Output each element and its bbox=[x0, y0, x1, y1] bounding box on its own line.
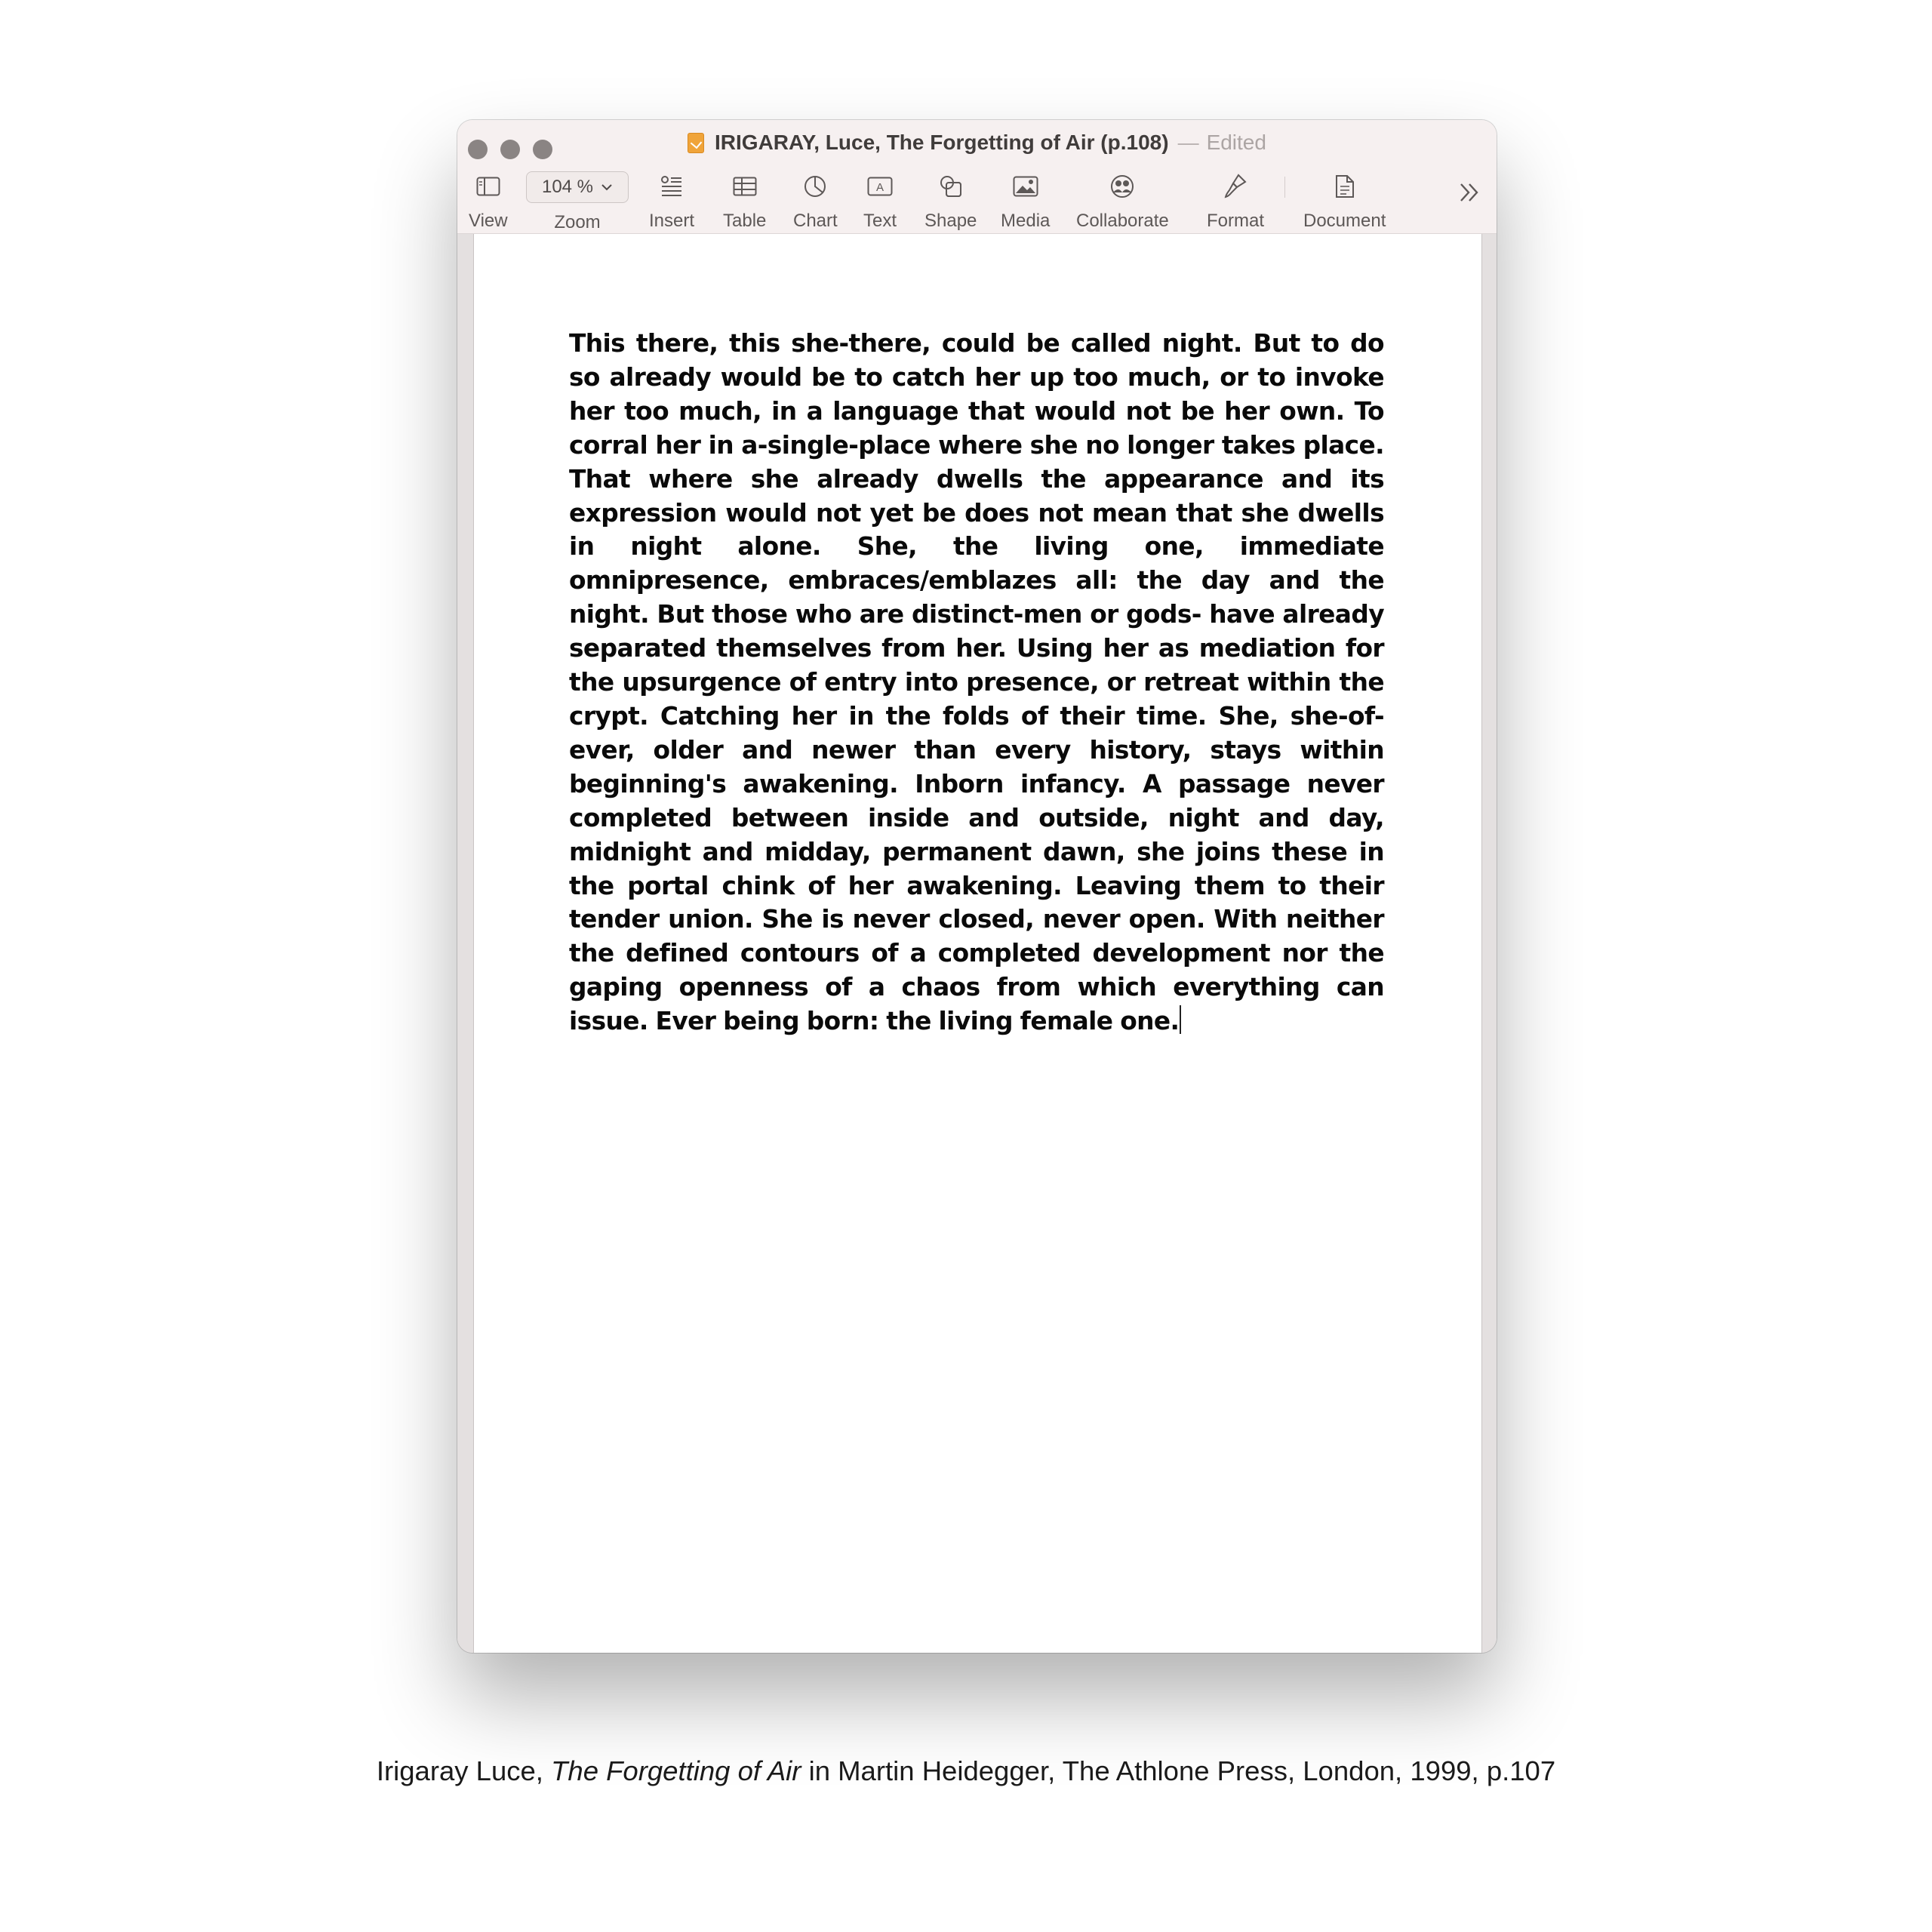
caption-suffix: in Martin Heidegger, The Athlone Press, London, 1999, p.107 bbox=[801, 1755, 1556, 1786]
document-body[interactable] bbox=[569, 327, 1384, 1038]
chart-label: Chart bbox=[793, 211, 838, 231]
image-caption bbox=[0, 1755, 1932, 1787]
svg-text:A: A bbox=[875, 181, 884, 194]
collaborate-icon bbox=[1109, 171, 1136, 202]
view-label: View bbox=[469, 211, 508, 231]
pages-document-icon bbox=[688, 133, 704, 153]
chevron-double-right-icon bbox=[1458, 182, 1481, 203]
zoom-label: Zoom bbox=[554, 212, 601, 232]
media-icon bbox=[1013, 171, 1038, 202]
more-toolbar-button[interactable] bbox=[1458, 182, 1481, 207]
toolbar-divider bbox=[1284, 177, 1285, 198]
document-title: IRIGARAY, Luce, The Forgetting of Air (p.108) bbox=[715, 131, 1169, 154]
text-box-icon bbox=[867, 171, 893, 202]
text-cursor bbox=[1180, 1005, 1181, 1034]
insert-button[interactable] bbox=[649, 171, 694, 232]
zoom-dropdown[interactable] bbox=[526, 171, 629, 203]
document-page[interactable] bbox=[473, 234, 1482, 1653]
document-canvas[interactable] bbox=[457, 234, 1497, 1653]
title-separator: — bbox=[1177, 131, 1199, 154]
format-button[interactable] bbox=[1207, 171, 1264, 232]
shape-icon bbox=[939, 171, 963, 202]
table-button[interactable] bbox=[723, 171, 766, 232]
insert-icon bbox=[660, 171, 684, 202]
text-button[interactable] bbox=[863, 171, 897, 232]
text-label: Text bbox=[863, 211, 897, 231]
view-button[interactable] bbox=[469, 171, 508, 232]
shape-label: Shape bbox=[924, 211, 977, 231]
table-icon bbox=[733, 171, 757, 202]
chevron-down-icon bbox=[601, 183, 613, 191]
document-icon bbox=[1335, 171, 1355, 202]
collaborate-button[interactable] bbox=[1076, 171, 1169, 232]
zoom-control[interactable] bbox=[526, 171, 629, 233]
edited-status: Edited bbox=[1206, 131, 1266, 154]
sidebar-icon bbox=[476, 171, 500, 202]
document-label: Document bbox=[1303, 211, 1386, 231]
shape-button[interactable] bbox=[924, 171, 977, 232]
caption-prefix: Irigaray Luce, bbox=[376, 1755, 552, 1786]
titlebar bbox=[457, 120, 1497, 234]
chart-icon bbox=[803, 171, 827, 202]
caption-title: The Forgetting of Air bbox=[551, 1755, 801, 1786]
document-button[interactable] bbox=[1303, 171, 1386, 232]
format-label: Format bbox=[1207, 211, 1265, 231]
table-label: Table bbox=[723, 211, 767, 231]
insert-label: Insert bbox=[649, 211, 695, 231]
format-brush-icon bbox=[1223, 171, 1247, 202]
zoom-value: 104 % bbox=[541, 177, 594, 197]
window-title bbox=[457, 131, 1497, 155]
pages-window bbox=[457, 120, 1497, 1653]
media-label: Media bbox=[1001, 211, 1051, 231]
body-text: This there, this she-there, could be called night. But to do so already would be to catch her up too much, or to invoke her too much, in a language that would not be her own. To corral her in a-single-place where she no longer takes place. That where she already dwells the appearance and its expression would not yet be does not mean that she dwells in night alone. She, the living one, immediate omnipresence, embraces/emblazes all: the day and the night. But those who are distinct-men or gods- have already separated themselves from her. Using her as mediation for the upsurgence of entry into presence, or retreat within the crypt. Catching her in the folds of their time. She, she-of-ever, older and newer than every history, stays within beginning's awakening. Inborn infancy. A passage never completed between inside and outside, night and day, midnight and midday, permanent dawn, she joins these in the portal chink of her awakening. Leaving them to their tender union. She is never closed, never open. With neither the defined contours of a completed development nor the gaping openness of a chaos from which everything can issue. Ever being born: the living female one. bbox=[569, 329, 1384, 1036]
chart-button[interactable] bbox=[793, 171, 838, 232]
collaborate-label: Collaborate bbox=[1076, 211, 1169, 231]
media-button[interactable] bbox=[1001, 171, 1050, 232]
